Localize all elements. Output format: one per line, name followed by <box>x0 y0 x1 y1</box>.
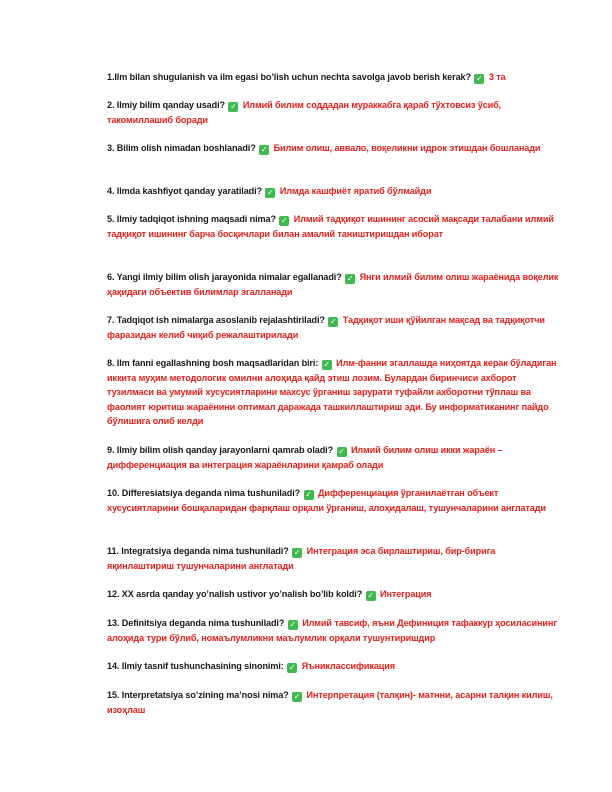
check-mark-icon: ✓ <box>293 548 301 557</box>
question-text: 6. Yangi ilmiy bilim olish jarayonida nimalar egallanadi? <box>107 272 342 282</box>
qa-item-3 <box>107 141 559 156</box>
question-text: 14. Ilmiy tasnif tushunchasining sinonimi: <box>107 661 284 671</box>
answer-text: Яъниклассификация <box>301 661 395 671</box>
question-text: 4. Ilmda kashfiyot qanday yaratiladi? <box>107 186 262 196</box>
answer-text: Илмий билим соддадан мураккабга қараб тўхтовсиз ўсиб, такомиллашиб боради <box>107 100 502 125</box>
check-mark-icon: ✓ <box>305 490 312 499</box>
answer-text: 3 та <box>488 72 506 82</box>
answer-text: Билим олиш, аввало, воқеликни идрок этишдан бошланади <box>273 143 541 153</box>
check-mark-icon: ✓ <box>260 145 268 154</box>
answer-text: Интеграция <box>380 589 432 599</box>
question-text: 5. Ilmiy tadqiqot ishning maqsadi nima? <box>107 214 276 224</box>
check-mark-icon: ✓ <box>367 591 374 600</box>
question-text: 1.Ilm bilan shugulanish va ilm egasi bo’lish uchun nechta savolga javob berish kerak? <box>107 72 471 82</box>
qa-item-10 <box>107 486 559 515</box>
check-mark-icon: ✓ <box>281 216 288 225</box>
check-mark-icon: ✓ <box>288 663 296 672</box>
qa-item-6 <box>107 270 559 299</box>
question-text: 8. Ilm fanni egallashning bosh maqsadlaridan biri: <box>107 358 319 368</box>
qa-item-8 <box>107 356 559 429</box>
question-text: 13. Definitsiya deganda nima tushuniladi? <box>107 618 285 628</box>
check-mark-icon: ✓ <box>293 692 301 701</box>
check-mark-icon: ✓ <box>230 102 237 111</box>
question-text: 11. Integratsiya deganda nima tushuniladi? <box>107 546 289 556</box>
answer-text: Интерпретация (талқин)- матнни, асарни талқин килиш, изоҳлаш <box>107 690 553 715</box>
answer-text: Тадқиқот иши қўйилган мақсад ва тадқиқотчи фаразидан келиб чиқиб режалаштирилади <box>107 315 545 340</box>
check-mark-icon: ✓ <box>289 620 297 629</box>
question-text: 7. Tadqiqot ish nimalarga asoslanib rejalashtiriladi? <box>107 315 325 325</box>
qa-item-11 <box>107 544 559 573</box>
qa-item-14 <box>107 659 559 674</box>
qa-item-4 <box>107 184 559 199</box>
answer-text: Илмда кашфиёт яратиб бўлмайди <box>279 186 432 196</box>
answer-text: Интеграция эса бирлаштириш, бир-бирига яқинлаштириш тушунчаларини англатади <box>107 546 496 571</box>
qa-item-5 <box>107 212 559 241</box>
qa-item-15 <box>107 688 559 717</box>
question-text: 12. XX asrda qanday yo’nalish ustivor yo’nalish bo’lib koldi? <box>107 589 363 599</box>
check-mark-icon: ✓ <box>330 317 337 326</box>
question-text: 9. Ilmiy bilim olish qanday jarayonlarni qamrab oladi? <box>107 445 334 455</box>
answer-text: Илмий билим олиш икки жараён – дифференциация ва интеграция жараёнларини қамраб олади <box>107 445 503 470</box>
answer-text: Илм-фанни эгаллашда ниҳоятда керак бўладиган иккита муҳим методологик омилни алоҳида қайд этиш лозим. Булардан биринчиси ахборот тузилмаси ва умумий хусусиятларини махсус ўрганиш зарурати туфайли ахборотни тўплаш ва фаолият юритиш жараёнини оптимал даражада ташкиллаштириш эди. Бу информатиканинг пайдо бўлишига олиб келди <box>107 358 557 426</box>
answer-text: Дифференциация ўрганилаётган объект хусусиятларини бошқаларидан фарқлаш орқали ўрганиш, алоҳидалаш, тушунчаларини англатади <box>107 488 546 513</box>
check-mark-icon: ✓ <box>267 188 274 197</box>
qa-item-1 <box>107 70 559 85</box>
check-mark-icon: ✓ <box>338 447 345 456</box>
answer-text: Янги илмий билим олиш жараёнида воқелик ҳақидаги объектив билимлар эгалланади <box>107 272 559 297</box>
question-text: 3. Bilim olish nimadan boshlanadi? <box>107 143 256 153</box>
qa-item-2 <box>107 98 559 127</box>
question-text: 15. Interpretatsiya so’zining ma’nosi nima? <box>107 690 289 700</box>
question-text: 2. Ilmiy bilim qanday usadi? <box>107 100 225 110</box>
answer-text: Илмий тавсиф, яъни Дефиниция тафаккур ҳосиласининг алоҳида тури бўлиб, номаълумликни маълумлик орқали тушунтиришдир <box>107 618 557 643</box>
check-mark-icon: ✓ <box>346 274 354 283</box>
qa-item-12 <box>107 587 559 602</box>
qa-item-7 <box>107 313 559 342</box>
qa-item-13 <box>107 616 559 645</box>
check-mark-icon: ✓ <box>476 74 483 83</box>
qa-item-9 <box>107 443 559 472</box>
question-text: 10. Differesiatsiya deganda nima tushuniladi? <box>107 488 301 498</box>
check-mark-icon: ✓ <box>323 360 331 369</box>
answer-text: Илмий тадқиқот ишининг асосий мақсади талабани илмий тадқиқот ишининг барча босқичлари билан амалий таништиришдан иборат <box>107 214 554 239</box>
